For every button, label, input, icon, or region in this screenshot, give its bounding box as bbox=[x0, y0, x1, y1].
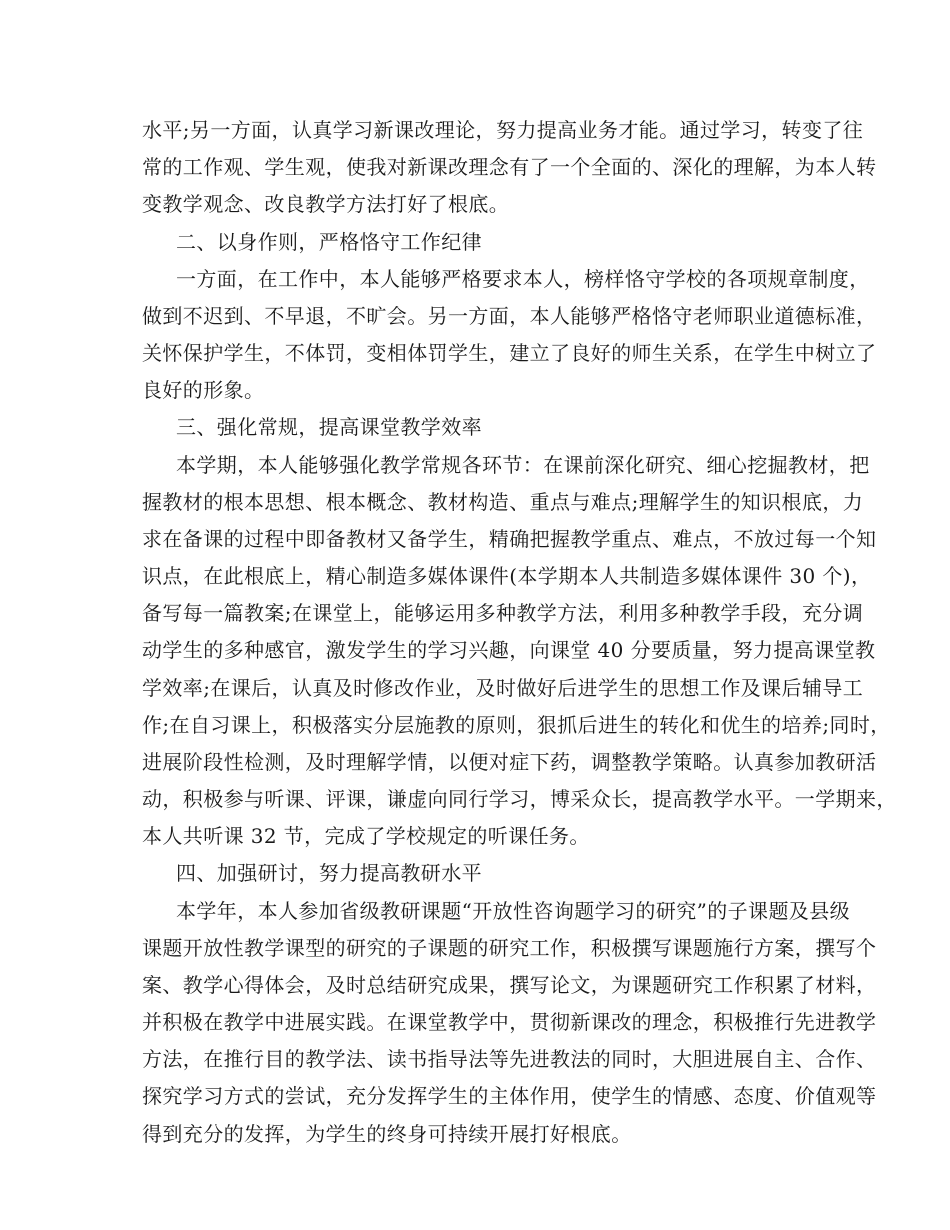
section-heading: 二、以身作则，严格恪守工作纪律 bbox=[176, 230, 482, 254]
text-line: 关怀保护学生，不体罚，变相体罚学生，建立了良好的师生关系，在学生中树立了 bbox=[142, 341, 877, 365]
text-line: 课题开放性教学课型的研究的子课题的研究工作，积极撰写课题施行方案，撰写个 bbox=[142, 936, 877, 960]
text-line: 探究学习方式的尝试，充分发挥学生的主体作用，使学生的情感、态度、价值观等 bbox=[142, 1084, 877, 1108]
text-line: 动学生的多种感官，激发学生的学习兴趣，向课堂 40 分要质量，努力提高课堂教 bbox=[142, 638, 876, 662]
text-line: 本学期，本人能够强化教学常规各环节：在课前深化研究、细心挖掘教材，把 bbox=[176, 453, 870, 477]
text-line: 方法，在推行目的教学法、读书指导法等先进教法的同时，大胆进展自主、合作、 bbox=[142, 1047, 877, 1071]
text-line: 本人共听课 32 节，完成了学校规定的听课任务。 bbox=[142, 824, 590, 848]
text-line: 进展阶段性检测，及时理解学情，以便对症下药，调整教学策略。认真参加教研活 bbox=[142, 750, 877, 774]
text-line: 求在备课的过程中即备教材又备学生，精确把握教学重点、难点，不放过每一个知 bbox=[142, 527, 877, 551]
text-line: 水平;另一方面，认真学习新课改理论，努力提高业务才能。通过学习，转变了往 bbox=[142, 118, 864, 142]
text-line: 常的工作观、学生观，使我对新课改理念有了一个全面的、深化的理解，为本人转 bbox=[142, 155, 877, 179]
text-line: 良好的形象。 bbox=[142, 378, 265, 402]
text-line: 动，积极参与听课、评课，谦虚向同行学习，博采众长，提高教学水平。一学期来， bbox=[142, 787, 897, 811]
text-line: 握教材的根本思想、根本概念、教材构造、重点与难点;理解学生的知识根底，力 bbox=[142, 490, 864, 514]
text-line: 案、教学心得体会，及时总结研究成果，撰写论文，为课题研究工作积累了材料， bbox=[142, 973, 877, 997]
text-line: 得到充分的发挥，为学生的终身可持续开展打好根底。 bbox=[142, 1122, 632, 1146]
text-line: 一方面，在工作中，本人能够严格要求本人，榜样恪守学校的各项规章制度， bbox=[176, 267, 870, 291]
text-line: 本学年，本人参加省级教研课题“开放性咨询题学习的研究”的子课题及县级 bbox=[176, 899, 851, 923]
text-line: 作;在自习课上，积极落实分层施教的原则，狠抓后进生的转化和优生的培养;同时， bbox=[142, 713, 891, 737]
text-line: 备写每一篇教案;在课堂上，能够运用多种教学方法，利用多种教学手段，充分调 bbox=[142, 601, 864, 625]
section-heading: 四、加强研讨，努力提高教研水平 bbox=[176, 861, 482, 885]
text-line: 学效率;在课后，认真及时修改作业，及时做好后进学生的思想工作及课后辅导工 bbox=[142, 676, 864, 700]
section-heading: 三、强化常规，提高课堂教学效率 bbox=[176, 415, 482, 439]
text-line: 并积极在教学中进展实践。在课堂教学中，贯彻新课改的理念，积极推行先进教学 bbox=[142, 1010, 877, 1034]
text-line: 变教学观念、改良教学方法打好了根底。 bbox=[142, 192, 510, 216]
text-line: 识点，在此根底上，精心制造多媒体课件(本学期本人共制造多媒体课件 30 个)， bbox=[142, 564, 872, 588]
text-line: 做到不迟到、不早退，不旷会。另一方面，本人能够严格恪守老师职业道德标准， bbox=[142, 304, 877, 328]
